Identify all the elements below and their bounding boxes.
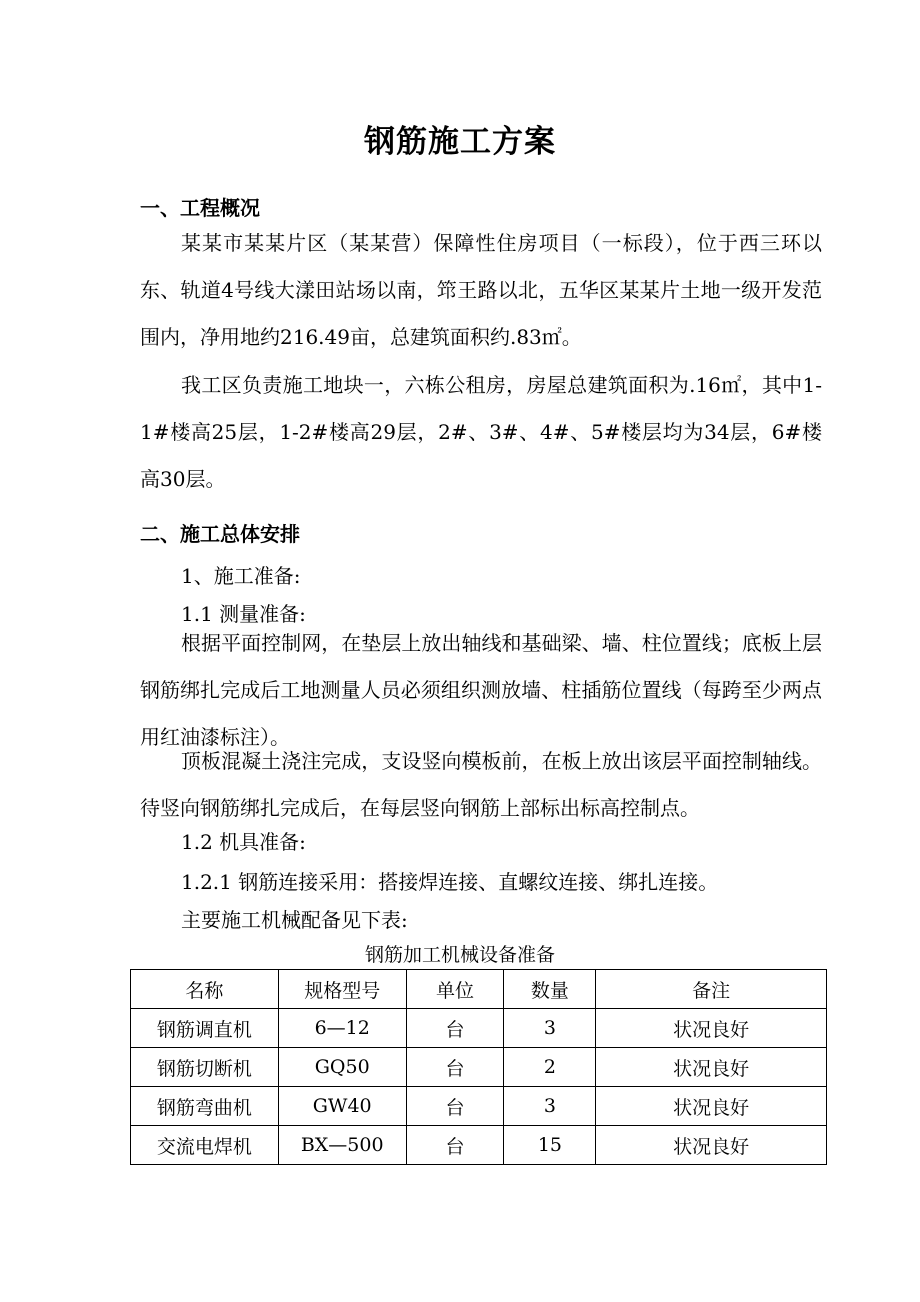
section-heading-arrangement: 二、施工总体安排	[140, 522, 300, 546]
table-cell: 6—12	[278, 1009, 406, 1048]
table-cell: 状况良好	[596, 1087, 827, 1126]
table-cell: 钢筋切断机	[131, 1048, 279, 1087]
table-cell: 状况良好	[596, 1048, 827, 1087]
table-cell: 台	[406, 1009, 504, 1048]
table-cell: 交流电焊机	[131, 1126, 279, 1165]
table-cell: 钢筋调直机	[131, 1009, 279, 1048]
paragraph-slab-control: 顶板混凝土浇注完成，支设竖向模板前，在板上放出该层平面控制轴线。待竖向钢筋绑扎完成后，在每层竖向钢筋上部标出标高控制点。	[140, 749, 822, 820]
table-cell: 台	[406, 1048, 504, 1087]
table-cell: 状况良好	[596, 1009, 827, 1048]
table-cell: 状况良好	[596, 1126, 827, 1165]
table-row	[131, 1048, 827, 1087]
table-header-cell: 名称	[131, 970, 279, 1009]
table-row	[131, 1087, 827, 1126]
document-title: 钢筋施工方案	[364, 124, 556, 160]
table-row	[131, 1009, 827, 1048]
paragraph-project-location: 某某市某某片区（某某营）保障性住房项目（一标段），位于西三环以东、轨道4号线大漾田站场以南，筇王路以北，五华区某某片土地一级开发范围内，净用地约216.49亩，总建筑面积约.83㎡。	[140, 231, 822, 349]
table-cell: 钢筋弯曲机	[131, 1087, 279, 1126]
table-header-cell: 备注	[596, 970, 827, 1009]
paragraph-work-scope: 我工区负责施工地块一，六栋公租房，房屋总建筑面积为.16㎡，其中1-1#楼高25层，1-2#楼高29层，2#、3#、4#、5#楼层均为34层，6#楼高30层。	[140, 373, 822, 491]
table-header-cell: 单位	[406, 970, 504, 1009]
table-header-cell: 数量	[504, 970, 596, 1009]
table-cell: 15	[504, 1126, 596, 1165]
subheading-rebar-connection: 1.2.1 钢筋连接采用：搭接焊连接、直螺纹连接、绑扎连接。	[181, 870, 719, 894]
table-cell: GW40	[278, 1087, 406, 1126]
table-cell: BX—500	[278, 1126, 406, 1165]
table-cell: 台	[406, 1087, 504, 1126]
subheading-preparation: 1、施工准备:	[181, 564, 301, 588]
table-header-cell: 规格型号	[278, 970, 406, 1009]
section-heading-overview: 一、工程概况	[140, 196, 260, 220]
table-row	[131, 1126, 827, 1165]
table-header-row	[131, 970, 827, 1009]
paragraph-survey-layout: 根据平面控制网，在垫层上放出轴线和基础梁、墙、柱位置线；底板上层钢筋绑扎完成后工地测量人员必须组织测放墙、柱插筋位置线（每跨至少两点用红油漆标注）。	[140, 631, 822, 749]
table-intro-text: 主要施工机械配备见下表:	[181, 908, 408, 932]
table-cell: 2	[504, 1048, 596, 1087]
table-caption: 钢筋加工机械设备准备	[364, 944, 555, 966]
subheading-equipment-preparation: 1.2 机具准备:	[181, 830, 306, 854]
equipment-table	[130, 969, 827, 1165]
table-cell: 台	[406, 1126, 504, 1165]
table-cell: GQ50	[278, 1048, 406, 1087]
table-cell: 3	[504, 1087, 596, 1126]
table-cell: 3	[504, 1009, 596, 1048]
subheading-survey-preparation: 1.1 测量准备:	[181, 602, 306, 626]
